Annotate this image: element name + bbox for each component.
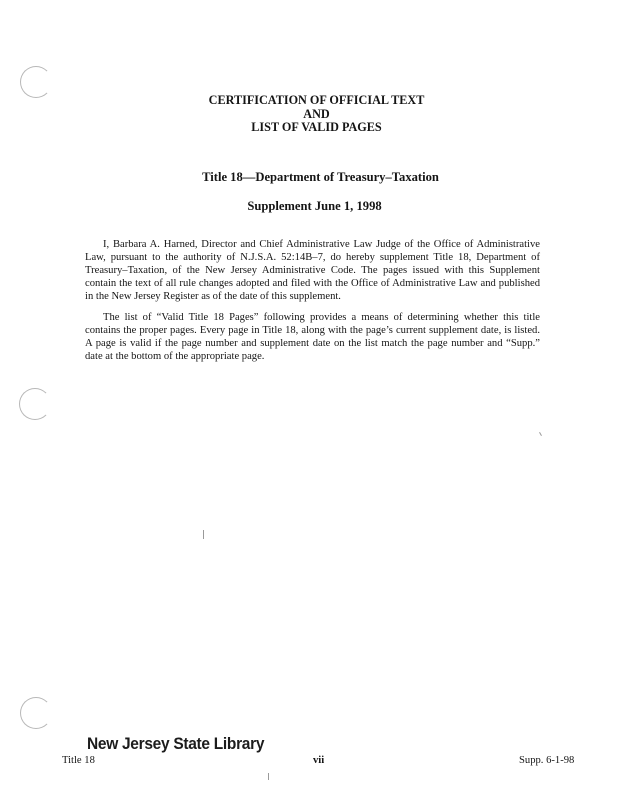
scan-speck — [203, 530, 204, 539]
supplement-heading: Supplement June 1, 1998 — [247, 199, 382, 213]
heading-line-2: AND — [303, 106, 330, 121]
library-stamp: New Jersey State Library — [87, 735, 265, 754]
heading-line-3: LIST OF VALID PAGES — [251, 120, 382, 134]
certification-heading — [0, 94, 621, 135]
scan-speck — [539, 432, 542, 436]
title-heading: Title 18—Department of Treasury–Taxation — [202, 170, 439, 184]
binder-hole-bottom — [20, 697, 52, 729]
scan-speck — [268, 773, 269, 780]
footer-page-number: vii — [313, 755, 325, 766]
certification-paragraph: I, Barbara A. Harned, Director and Chief Administrative Law Judge of the Office of Administrative Law, pursuant to the authority of N.J.S.A. 52:14B–7, do hereby supplement Title 18, Department of Treasury–Taxation, of the New Jersey Administrative Code. The pages issued with this Supplement contain the text of all rule changes adopted and filed with the Office of Administrative Law and published in the New Jersey Register as of the date of this supplement. — [85, 239, 540, 302]
heading-line-1: CERTIFICATION OF OFFICIAL TEXT — [208, 93, 425, 107]
footer-supplement-date: Supp. 6-1-98 — [519, 755, 575, 766]
footer-title: Title 18 — [62, 755, 95, 766]
valid-pages-paragraph: The list of “Valid Title 18 Pages” following provides a means of determining whether this title contains the proper pages. Every page in Title 18, along with the page’s current supplement date, is listed. A page is valid if the page number and supplement date on the list match the page number and “Supp.” date at the bottom of the appropriate page. — [85, 312, 540, 362]
binder-hole-middle — [19, 388, 51, 420]
